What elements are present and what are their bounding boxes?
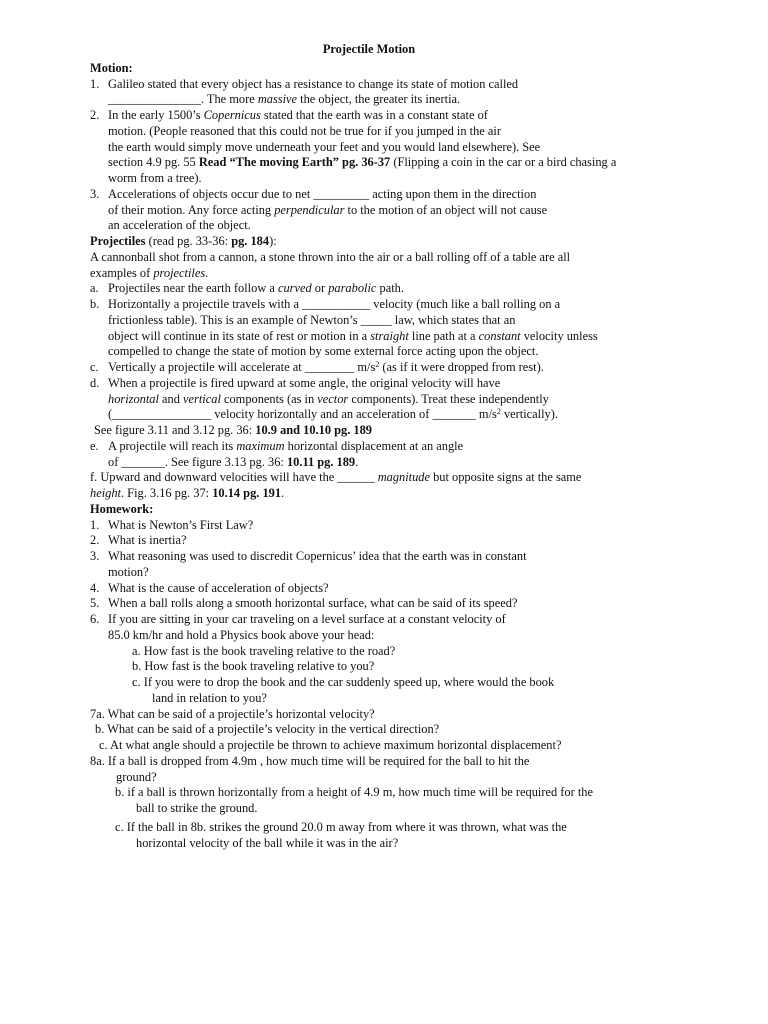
bold-reference: Read “The moving Earth” pg. 36-37 [198,155,391,170]
question-text: When a ball rolls along a smooth horizontal surface, what can be said of its speed? [108,596,518,611]
homework-question-6b: b. How fast is the book traveling relative to you? [132,659,375,674]
motion-heading: Motion: [90,60,133,75]
emphasis: Copernicus [203,108,261,122]
text-run: to the motion of an object will not cause [344,202,548,217]
text-run: horizontal displacement at an angle [284,438,464,453]
text-run: section 4.9 pg. 55 [108,155,199,170]
text-run: Horizontally a projectile travels with a ___________ velocity (much like a ball rolling on a [108,297,561,311]
text-run: or [311,281,329,296]
homework-question-8c: c. If the ball in 8b. strikes the ground 20.0 m away from where it was thrown, what was the [115,819,567,834]
projectiles-item-c [90,360,708,376]
text-run: . Fig. 3.16 pg. 37: [120,486,213,500]
emphasis: curved [277,281,312,296]
item-number: 2. [90,533,100,548]
projectiles-item-e [90,439,708,455]
text-run: of _______. See figure 3.13 pg. 36: [108,454,287,469]
homework-question-2 [90,533,708,549]
bold-reference: 10.9 and 10.10 pg. 189 [255,423,372,437]
emphasis: projectiles [153,265,206,280]
homework-question-8b: b. if a ball is thrown horizontally from a height of 4.9 m, how much time will be required for the [115,785,593,800]
question-text: If you are sitting in your car traveling on a level surface at a constant velocity of [108,612,506,626]
homework-question-7b: b. What can be said of a projectile’s velocity in the vertical direction? [95,722,440,737]
item-letter: d. [90,375,100,390]
superscript: 2 [375,360,380,369]
motion-item-2-cont: worm from a tree). [108,171,202,185]
text-run: path. [376,281,404,296]
projectiles-item-d-cont [90,392,708,408]
projectiles-item-a [90,281,708,297]
motion-item-1 [90,77,708,93]
superscript: 2 [496,407,501,417]
homework-question-6c: c. If you were to drop the book and the car suddenly speed up, where would the book [132,675,555,689]
homework-question-3 [90,549,708,565]
heading-text: Projectiles [90,234,146,248]
homework-question-8c-cont: horizontal velocity of the ball while it was in the air? [136,835,399,850]
text-run: In the early 1500’s [108,108,204,122]
emphasis: horizontal [108,391,159,406]
text-run: vertically). [500,407,558,422]
emphasis: vertical [183,391,221,406]
homework-question-6a: a. How fast is the book traveling relative to the road? [132,643,396,658]
figure-reference [90,423,708,439]
text-run: Vertically a projectile will accelerate at ________ m/s [108,360,376,374]
bold-reference: 10.14 pg. 191 [212,486,282,500]
text-run: Projectiles near the earth follow a [108,281,278,296]
text-run: examples of [90,265,154,280]
answer-blank: _______________ [108,92,201,107]
homework-question-6c-cont: land in relation to you? [152,690,267,705]
text-run: and [158,391,184,406]
homework-question-6-cont: 85.0 km/hr and hold a Physics book above your head: [108,627,375,642]
homework-question-6 [90,612,708,628]
text-run: . [355,454,359,469]
text-run: line path at a [408,328,479,343]
motion-item-2-cont: motion. (People reasoned that this could not be true for if you jumped in the air [108,123,501,138]
text-run: A projectile will reach its [108,438,237,453]
motion-item-3-cont [90,203,708,219]
page-title: Projectile Motion [322,42,416,56]
item-number: 1. [90,517,100,532]
text-run: (________________ velocity horizontally and an acceleration of _______ m/s [108,407,497,422]
projectiles-item-e-cont [90,455,708,471]
item-letter: a. [90,281,99,296]
motion-item-3-cont: an acceleration of the object. [108,218,251,233]
text-run: (Flipping a coin in the car or a bird chasing a [390,155,617,170]
homework-question-5 [90,596,708,612]
text-run: components). Treat these independently [348,391,549,406]
emphasis: parabolic [328,281,377,296]
motion-item-1-cont [90,92,708,108]
item-number: 1. [90,76,100,91]
motion-item-2-cont: the earth would simply move underneath your feet and you would land elsewhere). See [108,139,541,154]
homework-question-4 [90,581,708,597]
projectiles-item-f-cont [90,486,708,502]
emphasis: constant [478,328,521,343]
emphasis: straight [370,328,409,343]
projectiles-item-b-cont: compelled to change the state of motion by some external force acting upon the object. [108,344,539,359]
item-number: 5. [90,596,100,611]
text-run: (read pg. 33-36: [145,234,232,248]
text-run: When a projectile is fired upward at some angle, the original velocity will have [108,375,501,390]
text-run: but opposite signs at the same [430,470,582,485]
emphasis: height [90,486,121,500]
text-run: of their motion. Any force acting [108,202,275,217]
projectiles-item-b-cont: frictionless table). This is an example of Newton’s _____ law, which states that an [108,312,516,327]
emphasis: massive [257,92,298,107]
emphasis: perpendicular [274,202,345,217]
item-number: 4. [90,580,100,595]
question-text: What is Newton’s First Law? [108,517,254,532]
question-text: What reasoning was used to discredit Copernicus’ idea that the earth was in constant [108,549,527,563]
homework-heading: Homework: [90,501,154,516]
text-run: . [205,265,209,280]
homework-question-7a: 7a. What can be said of a projectile’s horizontal velocity? [90,706,375,721]
homework-question-7c: c. At what angle should a projectile be thrown to achieve maximum horizontal displacement? [99,738,562,752]
homework-question-8a-cont: ground? [116,769,157,784]
projectiles-item-d-cont [90,407,708,423]
item-letter: e. [90,438,99,453]
item-number: 3. [90,186,100,201]
homework-question-8a: 8a. If a ball is dropped from 4.9m , how much time will be required for the ball to hit the [90,753,530,768]
emphasis: maximum [236,438,285,453]
bold-reference: 10.11 pg. 189 [286,454,356,469]
question-text: What is inertia? [108,533,187,548]
projectiles-item-d [90,376,708,392]
text-run: ): [269,234,277,248]
text-run: Accelerations of objects occur due to net _________ acting upon them in the direction [108,186,537,201]
projectiles-item-b [90,297,708,313]
item-letter: f. [90,470,98,485]
item-letter: b. [90,297,100,311]
emphasis: magnitude [377,470,430,485]
homework-question-8b-cont: ball to strike the ground. [136,801,258,815]
projectiles-heading [90,234,708,250]
text-run: (as if it were dropped from rest). [379,360,544,374]
item-number: 6. [90,612,100,626]
text-run: stated that the earth was in a constant state of [260,108,488,122]
item-number: 2. [90,108,100,122]
projectiles-item-b-cont [90,329,708,345]
item-letter: c. [90,360,99,374]
bold-reference: pg. 184 [231,234,270,248]
text-run: the object, the greater its inertia. [297,92,461,107]
motion-item-1-text: Galileo stated that every object has a resistance to change its state of motion called [108,76,519,91]
item-number: 3. [90,549,100,563]
text-run: velocity unless [520,328,598,343]
question-text: What is the cause of acceleration of objects? [108,580,329,595]
text-run: components (as in [220,391,318,406]
text-run: See figure 3.11 and 3.12 pg. 36: [94,423,256,437]
emphasis: vector [317,391,349,406]
motion-item-3 [90,187,708,203]
projectiles-intro: A cannonball shot from a cannon, a stone thrown into the air or a ball rolling off of a table are all [90,249,571,264]
text-run: object will continue in its state of rest or motion in a [108,328,371,343]
projectiles-intro [90,266,708,282]
motion-item-2-cont [90,155,708,171]
homework-question-1 [90,518,708,534]
text-run: . [281,486,285,500]
text-run: . The more [200,92,258,107]
homework-question-3-cont: motion? [108,564,149,579]
motion-item-2 [90,108,708,124]
projectiles-item-f [90,470,708,486]
text-run: Upward and downward velocities will have the ______ [97,470,378,485]
